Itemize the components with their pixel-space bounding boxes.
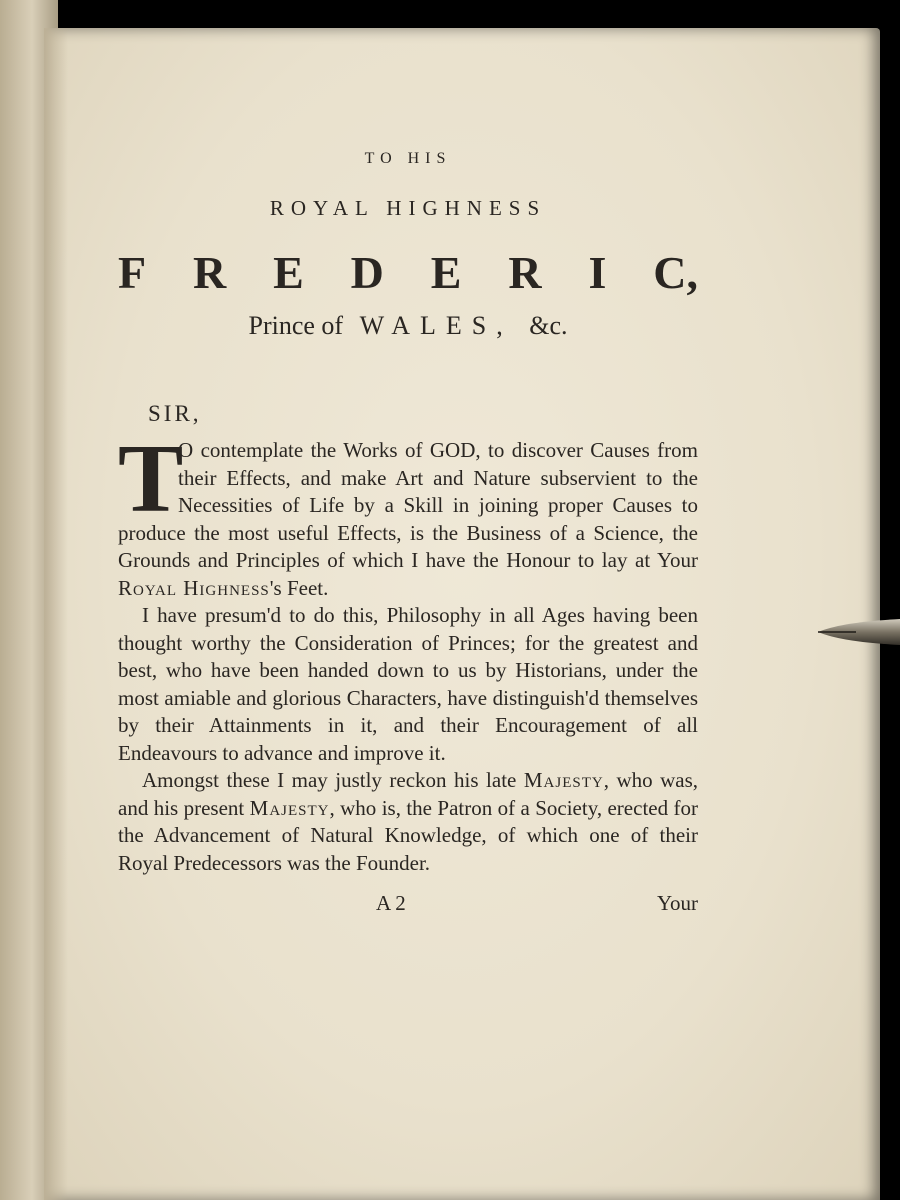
page-footer — [118, 891, 698, 916]
wales-text: WALES, — [359, 311, 513, 340]
name-letter: C, — [653, 247, 698, 298]
prince-of-wales-line — [118, 311, 698, 341]
catchword: Your — [656, 891, 698, 915]
page-gutter-shadow — [44, 28, 68, 1200]
name-letter: R — [192, 247, 227, 298]
etc-text: &c. — [529, 311, 568, 340]
royal-highness-inline: Royal Highness — [118, 575, 270, 600]
majesty-inline: Majesty — [249, 795, 330, 820]
name-letter: I — [588, 247, 607, 298]
prince-of-text: Prince of — [248, 311, 344, 340]
name-letter: D — [350, 247, 384, 298]
name-letter: E — [273, 247, 304, 298]
majesty-inline: Majesty — [523, 768, 604, 792]
name-letter: E — [430, 247, 462, 298]
paragraph-3 — [118, 767, 698, 877]
royal-highness-line: ROYAL HIGHNESS — [269, 196, 547, 220]
drop-cap: T — [118, 425, 184, 533]
to-his-line: TO HIS — [364, 150, 452, 167]
paragraph-1-text: O contemplate the Works of GOD, to discover Causes from their Effects, and make Art and Nature subservient to the Necessities of Life by a Skill in joining proper Causes to produce the most useful Effects, is the Business of a Science, the Grounds and Principles of which I have the Honour to lay at Your — [118, 438, 698, 572]
dedication-text — [118, 150, 698, 916]
salutation: SIR, — [148, 401, 202, 426]
paragraph-3-part-a: Amongst these I may justly reckon his late — [142, 768, 524, 792]
pen-nib-icon — [816, 612, 900, 652]
paragraph-1 — [118, 425, 698, 602]
signature-mark: A 2 — [376, 891, 406, 915]
paragraph-3-part-b: , who was, and his present — [118, 768, 699, 820]
name-letter: F — [118, 247, 147, 298]
frederic-heading — [118, 243, 698, 303]
paragraph-2: I have presum'd to do this, Philosophy in all Ages having been thought worthy the Consideration of Princes; for the greatest and best, who have been handed down to us by Historians, under the most amiable and glorious Characters, have distinguish'd themselves by their Attainments in it, and their Encouragement of all Endeavours to advance and improve it. — [118, 603, 698, 765]
paragraph-3-part-c: , who is, the Patron of a Society, erected for the Advancement of Natural Knowledge, of which one of their Royal Predecessors was the Founder. — [118, 795, 698, 875]
name-letter: R — [508, 247, 542, 298]
paragraph-1-end: 's Feet. — [269, 575, 329, 600]
